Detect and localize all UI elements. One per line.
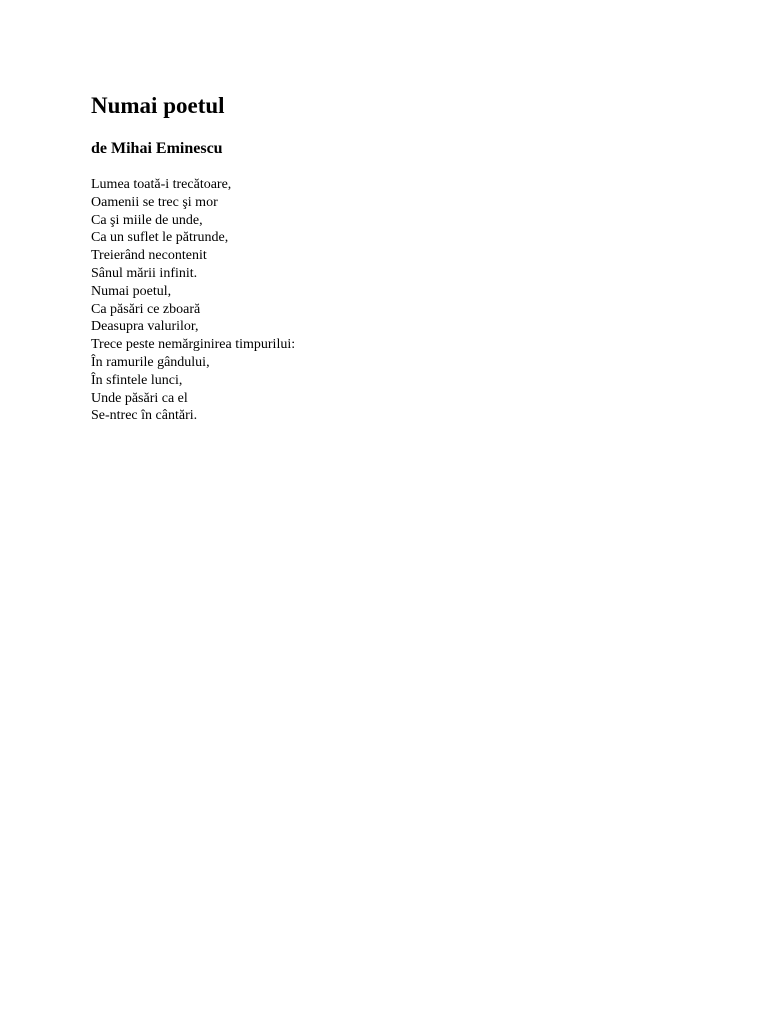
- poem-line: Numai poetul,: [91, 283, 172, 299]
- poem-line: Sânul mării infinit.: [91, 265, 198, 281]
- poem-line: În sfintele lunci,: [91, 372, 183, 388]
- poem-line: Ca şi miile de unde,: [91, 212, 203, 228]
- poem-line: Unde păsări ca el: [91, 390, 188, 406]
- poem-line: Deasupra valurilor,: [91, 319, 199, 335]
- poem-line: Treierând necontenit: [91, 248, 207, 264]
- poem-line: Ca un suflet le pătrunde,: [91, 230, 229, 246]
- poem-author: de Mihai Eminescu: [91, 140, 223, 157]
- poem-line: Lumea toată-i trecătoare,: [91, 177, 232, 192]
- poem-body: [91, 176, 295, 425]
- poem-line: Ca păsări ce zboară: [91, 301, 201, 317]
- poem-line: Trece peste nemărginirea timpurilui:: [91, 337, 296, 353]
- poem-line: Oamenii se trec şi mor: [91, 194, 218, 210]
- poem-title: Numai poetul: [91, 93, 225, 118]
- poem-line: În ramurile gândului,: [91, 354, 210, 370]
- poem-line: Se-ntrec în cântări.: [91, 408, 198, 424]
